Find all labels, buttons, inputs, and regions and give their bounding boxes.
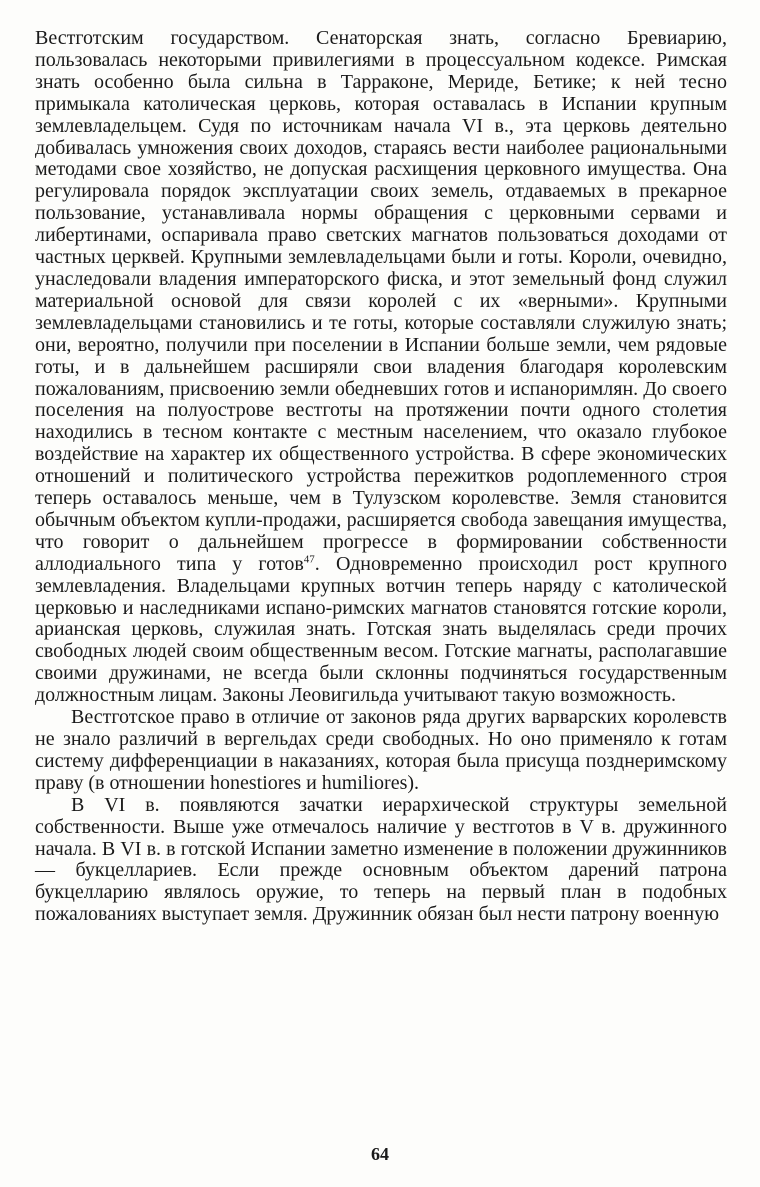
paragraph-2: Вестготское право в отличие от законов ряда других варварских королевств не знало различий в вергельдах среди свободных. Но оно применяло к готам систему дифференциации в наказаниях, которая была присуща позднеримскому праву (в отношении honestiores и humiliores). [35, 706, 727, 794]
footnote-reference[interactable]: 47 [303, 553, 315, 566]
page-number: 64 [371, 1144, 389, 1164]
paragraph-1-tail: . Одновременно происходил рост крупного землевладения. Владельцами крупных вотчин теперь наряду с католической церковью и наследниками испано-римских магнатов становятся готские короли, арианская церковь, служилая знать. Готская знать выделялась среди прочих свободных людей своим общественным весом. Готские магнаты, располагавшие своими дружинами, не всегда были склонны подчиняться государственным должностным лицам. Законы Леовигильда учитывают такую возможность. [35, 552, 727, 707]
paragraph-1 [35, 28, 727, 707]
paragraph-1-text: Вестготским государством. Сенаторская знать, согласно Бревиарию, пользовалась некоторыми привилегиями в процессуальном кодексе. Римская знать особенно была сильна в Тарраконе, Мериде, Бетике; к ней тесно примыкала католическая церковь, которая оставалась в Испании крупным землевладельцем. Судя по источникам начала VI в., эта церковь деятельно добивалась умножения своих доходов, стараясь вести наиболее рациональными методами свое хозяйство, не допуская расхищения церковного имущества. Она регулировала порядок эксплуатации своих земель, отдаваемых в прекарное пользование, устанавливала нормы обращения с церковными сервами и либертинами, оспаривала право светских магнатов пользоваться доходами от частных церквей. Крупными землевладельцами были и готы. Короли, очевидно, унаследовали владения императорского фиска, и этот земельный фонд служил материальной основой для связи королей с их «верными». Крупными землевладельцами становились и те готы, которые составляли служилую знать; они, вероятно, получили при поселении в Испании больше земли, чем рядовые готы, и в дальнейшем расширяли свои владения благодаря королевским пожалованиям, присвоению земли обедневших готов и испаноримлян. До своего поселения на полуострове вестготы на протяжении почти одного столетия находились в тесном контакте с местным населением, что оказало глубокое воздействие на характер их общественного устройства. В сфере экономических отношений и политического устройства пережитков родоплеменного строя теперь оставалось меньше, чем в Тулузском королевстве. Земля становится обычным объектом купли-продажи, расширяется свобода завещания имущества, что говорит о дальнейшем прогрессе в формировании собственности аллодиального типа у готов [35, 27, 727, 575]
paragraph-3: В VI в. появляются зачатки иерархической структуры земельной собственности. Выше уже отмечалось наличие у вестготов в V в. дружинного начала. В VI в. в готской Испании заметно изменение в положении дружинников — букцеллариев. Если прежде основным объектом дарений патрона букцелларию являлось оружие, то теперь на первый план в подобных пожалованиях выступает земля. Дружинник обязан был нести патрону военную [35, 793, 727, 926]
body-text [35, 28, 727, 926]
